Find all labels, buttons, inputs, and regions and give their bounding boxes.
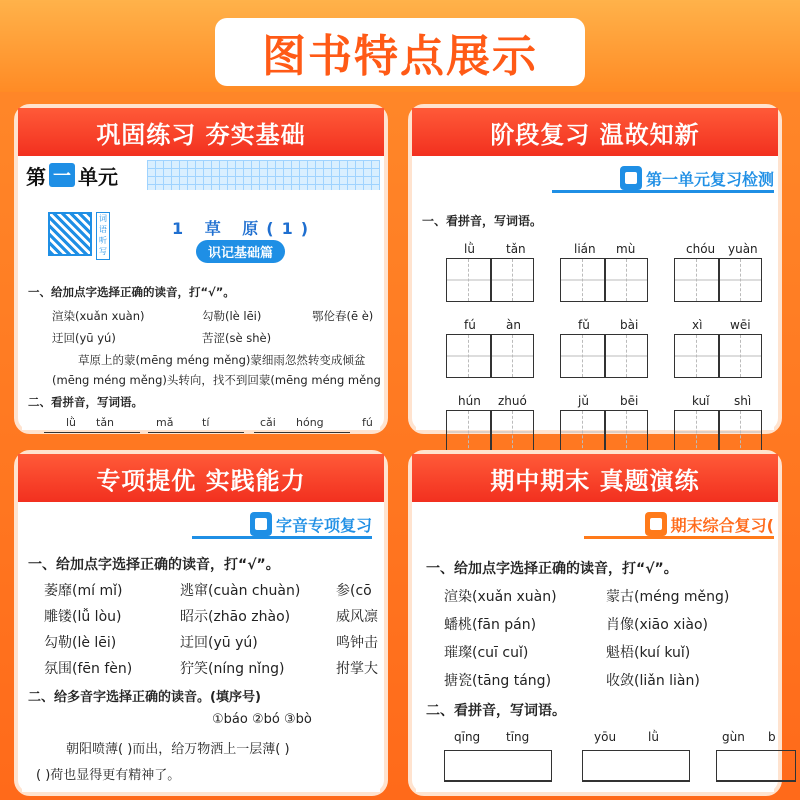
item-goule: 勾勒(lè lēi) — [202, 309, 262, 323]
item: 昭示(zhāo zhào) — [180, 609, 291, 625]
pinyin: fú — [464, 318, 476, 332]
pinyin: qīng — [454, 730, 481, 744]
pinyin: jǔ — [578, 394, 589, 408]
item: 肖像(xiāo xiào) — [606, 617, 709, 633]
item: 氛围(fēn fèn) — [44, 661, 133, 677]
question-1: 一、给加点字选择正确的读音，打“√”。 — [28, 285, 235, 299]
book-icon — [620, 166, 642, 190]
qr-side-label: 词语听写 — [96, 212, 110, 260]
pinyin: tí — [202, 416, 210, 429]
section-title — [645, 510, 774, 538]
section-title-text: 第一单元复习检测 — [645, 169, 774, 189]
item: 雕镂(lǚ lòu) — [44, 609, 122, 625]
unit-number: 一 — [49, 163, 75, 187]
pinyin: mù — [616, 242, 636, 256]
writing-box[interactable] — [674, 410, 762, 454]
item: 逃窜(cuàn chuàn) — [180, 583, 301, 599]
title-underline — [192, 536, 372, 539]
section-title — [620, 164, 774, 192]
lesson-title: 1 草 原(1) — [172, 219, 317, 238]
pinyin: yuàn — [728, 242, 758, 256]
item: 威风凛 — [336, 609, 378, 625]
pinyin: hún — [458, 394, 481, 408]
pinyin: bēi — [620, 394, 639, 408]
sentence-2: (mēng méng měng)头转向，找不到回蒙(mēng méng měng — [52, 373, 381, 387]
item: 鸣钟击 — [336, 635, 378, 651]
question-2: 二、看拼音，写词语。 — [426, 703, 566, 719]
qr-code-icon[interactable] — [48, 212, 92, 256]
writing-box[interactable] — [444, 750, 552, 782]
pinyin: àn — [506, 318, 521, 332]
panel-header: 阶段复习 温故知新 — [412, 108, 778, 156]
blank-line — [148, 432, 244, 433]
pinyin: lǜ — [464, 242, 475, 256]
item: 萎靡(mí mǐ) — [44, 583, 123, 599]
item-elunchun: 鄂伦春(ē è) — [312, 309, 374, 323]
pinyin: kuǐ — [692, 394, 710, 408]
unit-label — [26, 161, 118, 190]
panel-exam — [408, 450, 782, 796]
blank-line — [44, 432, 140, 433]
pinyin: b — [768, 730, 776, 744]
writing-box[interactable] — [446, 410, 534, 454]
section-title-text: 字音专项复习 — [275, 515, 372, 535]
question-1: 一、给加点字选择正确的读音，打“√”。 — [426, 561, 678, 577]
writing-box[interactable] — [674, 258, 762, 302]
pinyin: lǜ — [648, 730, 659, 744]
writing-box[interactable] — [560, 334, 648, 378]
blank-line — [254, 432, 350, 433]
question-1: 一、给加点字选择正确的读音，打“√”。 — [28, 557, 280, 573]
sentence-1: 朝阳喷薄( )而出，给万物洒上一层薄( ) — [66, 742, 290, 757]
writing-box[interactable] — [560, 410, 648, 454]
unit-bar — [22, 160, 380, 190]
pinyin: tīng — [506, 730, 530, 744]
item: 狞笑(níng nǐng) — [180, 661, 285, 677]
item: 搪瓷(tāng táng) — [444, 673, 552, 689]
lesson-badge: 识记基础篇 — [196, 240, 285, 263]
pinyin: bài — [620, 318, 639, 332]
book-icon — [250, 512, 272, 536]
panel-consolidate — [14, 104, 388, 434]
panel-content — [416, 506, 774, 792]
pinyin: tǎn — [96, 416, 115, 429]
panel-review — [408, 104, 782, 434]
section-title — [250, 510, 372, 538]
item: 勾勒(lè lēi) — [44, 635, 117, 651]
writing-box[interactable] — [560, 258, 648, 302]
item: 收敛(liǎn liàn) — [606, 673, 700, 689]
writing-box[interactable] — [446, 258, 534, 302]
title-underline — [552, 190, 774, 193]
panel-header: 专项提优 实践能力 — [18, 454, 384, 502]
pinyin: yōu — [594, 730, 617, 744]
pinyin: chóu — [686, 242, 716, 256]
writing-box[interactable] — [582, 750, 690, 782]
pinyin: shì — [734, 394, 752, 408]
title-underline — [584, 536, 774, 539]
pinyin: wēi — [730, 318, 751, 332]
panel-content — [416, 160, 774, 430]
options: ①báo ②bó ③bò — [212, 712, 312, 727]
item-kuse: 苦涩(sè shè) — [202, 331, 272, 345]
panel-header: 巩固练习 夯实基础 — [18, 108, 384, 156]
panel-special — [14, 450, 388, 796]
book-icon — [645, 512, 667, 536]
unit-prefix: 第 — [26, 164, 46, 189]
writing-box[interactable] — [674, 334, 762, 378]
pinyin: fú — [362, 416, 373, 429]
page-title: 图书特点展示 — [215, 18, 585, 86]
unit-suffix: 单元 — [78, 164, 118, 189]
panel-header: 期中期末 真题演练 — [412, 454, 778, 502]
question-2: 二、看拼音，写词语。 — [28, 395, 143, 409]
section-title-text: 期末综合复习( — [670, 515, 774, 535]
item: 魁梧(kuí kuǐ) — [606, 645, 691, 661]
item: 参(cō — [336, 583, 372, 599]
item: 蟠桃(fān pán) — [444, 617, 537, 633]
grid-decoration — [147, 160, 380, 190]
pinyin: xì — [692, 318, 703, 332]
pinyin: gùn — [722, 730, 745, 744]
panel-content — [22, 160, 380, 430]
item: 蒙古(méng měng) — [606, 589, 730, 605]
pinyin: hóng — [296, 416, 324, 429]
panel-content — [22, 506, 380, 792]
sentence-1: 草原上的蒙(mēng méng měng)蒙细雨忽然转变成倾盆 — [78, 353, 366, 367]
pinyin: lián — [574, 242, 596, 256]
writing-box[interactable] — [446, 334, 534, 378]
pinyin: mǎ — [156, 416, 174, 429]
item: 拊掌大 — [336, 661, 378, 677]
item-yuhui: 迂回(yū yú) — [52, 331, 116, 345]
question-2: 二、给多音字选择正确的读音。(填序号) — [28, 690, 261, 705]
item: 渲染(xuǎn xuàn) — [444, 589, 557, 605]
sentence-2: ( )荷也显得更有精神了。 — [36, 768, 181, 783]
writing-box[interactable] — [716, 750, 796, 782]
pinyin: lǜ — [66, 416, 77, 429]
pinyin: fǔ — [578, 318, 590, 332]
item: 迂回(yū yú) — [180, 635, 258, 651]
pinyin: tǎn — [506, 242, 526, 256]
pinyin: cǎi — [260, 416, 276, 429]
item: 璀璨(cuī cuǐ) — [444, 645, 529, 661]
item-xuanran: 渲染(xuǎn xuàn) — [52, 309, 145, 323]
question-1: 一、看拼音，写词语。 — [422, 214, 543, 228]
pinyin: zhuó — [498, 394, 527, 408]
